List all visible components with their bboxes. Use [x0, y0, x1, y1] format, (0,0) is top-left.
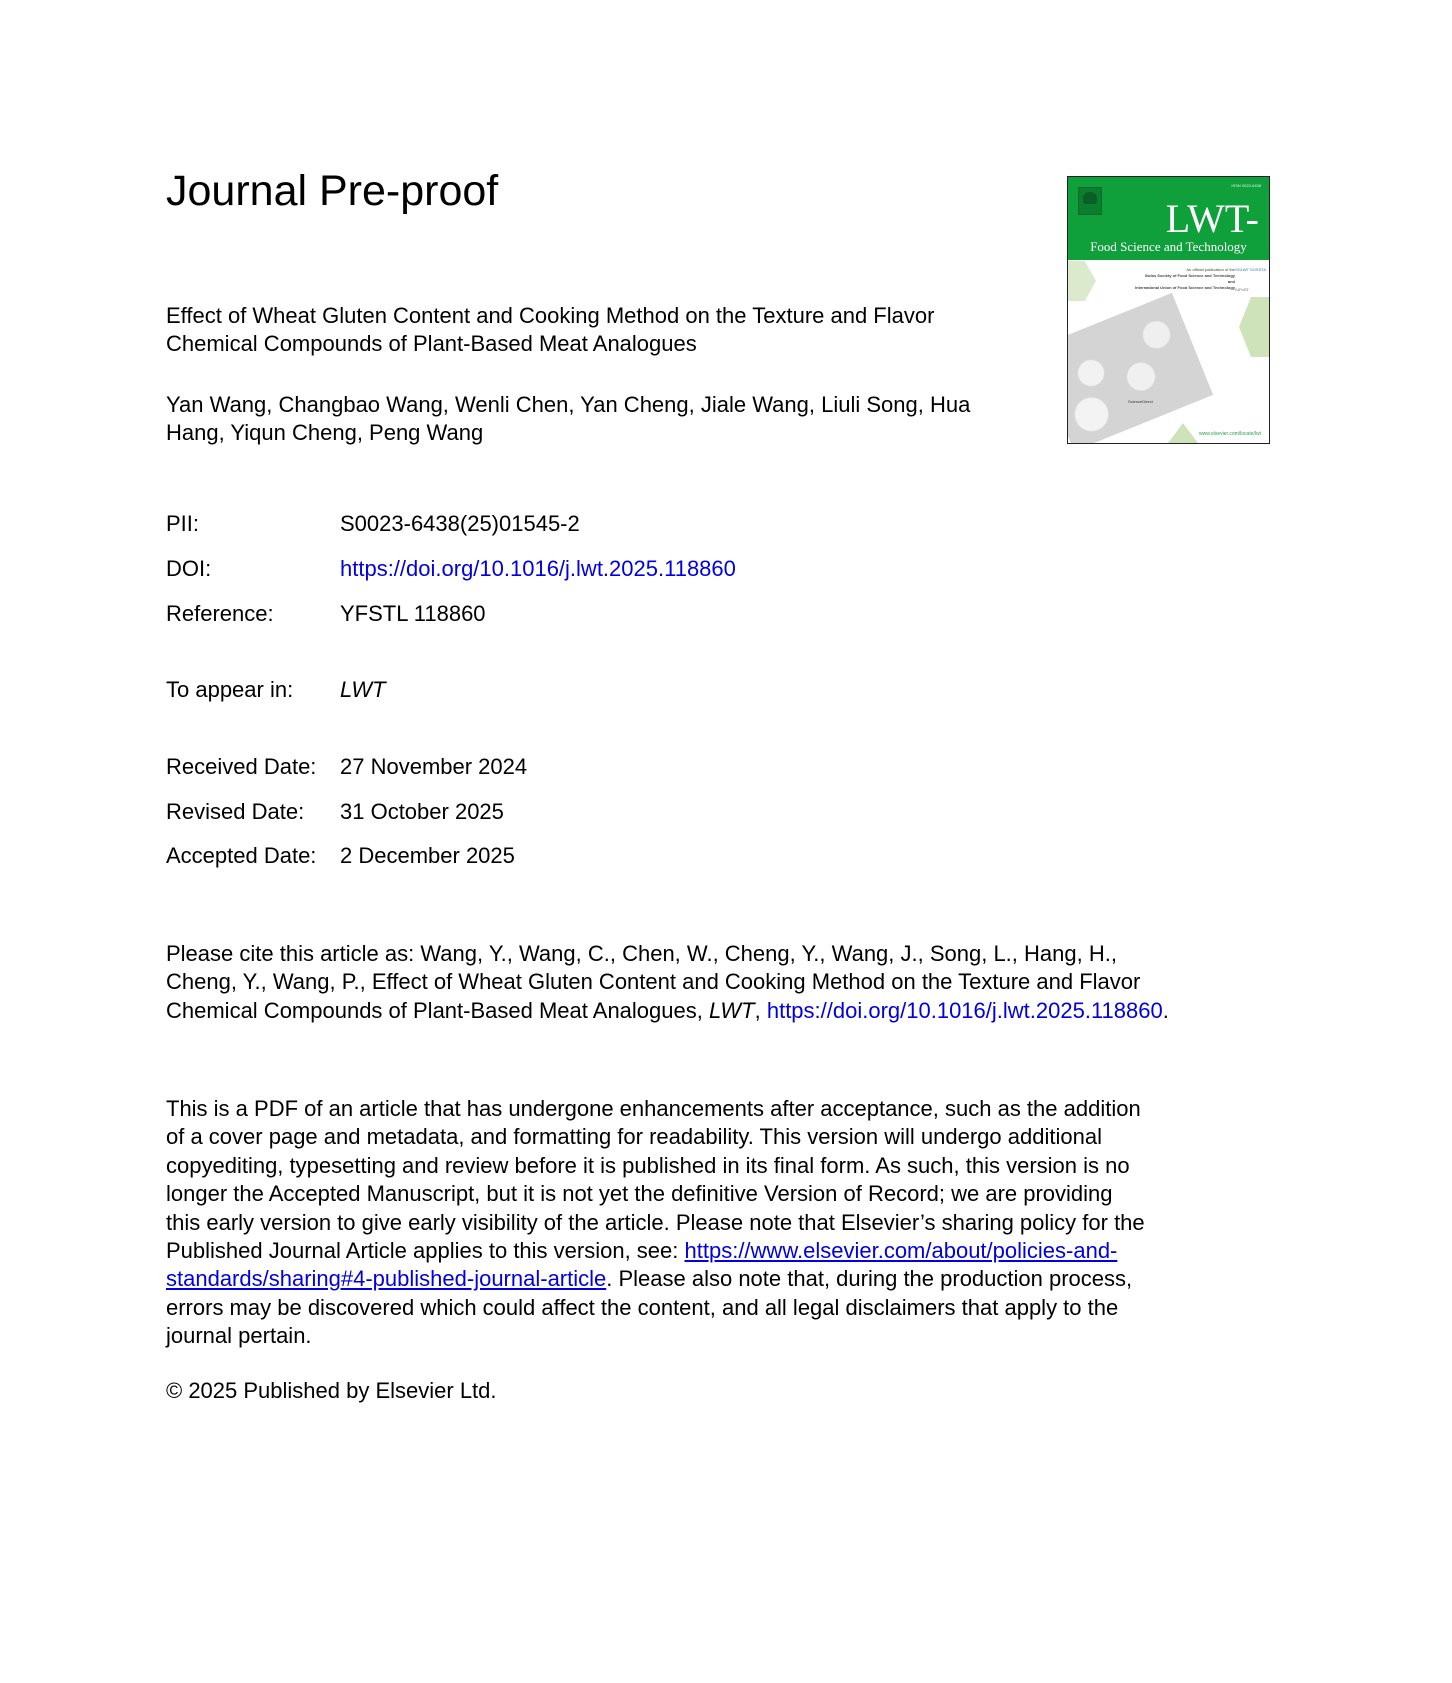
- sosta-logo-icon: SGLWT SOSSTA: [1235, 267, 1266, 272]
- to-appear-in-label: To appear in:: [166, 677, 294, 702]
- cover-hexagon-decoration: [1168, 423, 1198, 443]
- article-title-line: Effect of Wheat Gluten Content and Cooking Method on the Texture and Flavor: [166, 303, 935, 328]
- disclaimer-line: this early version to give early visibility of the article. Please note that Elsevier’s sharing policy for the: [166, 1209, 1145, 1235]
- copyright-notice: © 2025 Published by Elsevier Ltd.: [166, 1378, 497, 1403]
- disclaimer-line: copyediting, typesetting and review before it is published in its final form. As such, this version is no: [166, 1152, 1130, 1178]
- cover-hexagon-decoration: [1239, 297, 1269, 357]
- cover-society-2: International Union of Food Science and Technology: [1135, 285, 1235, 290]
- reference-value: YFSTL 118860: [340, 601, 486, 626]
- received-date-value: 27 November 2024: [340, 754, 528, 779]
- cover-official-publication: [1135, 267, 1235, 291]
- reference-label: Reference:: [166, 601, 274, 626]
- citation-paragraph: [166, 940, 1266, 1025]
- disclaimer-line: longer the Accepted Manuscript, but it is not yet the definitive Version of Record; we are providing: [166, 1181, 1113, 1207]
- iufost-logo-icon: IUFoST: [1235, 287, 1249, 292]
- revised-date-value: 31 October 2025: [340, 799, 504, 824]
- cover-sciencedirect: ScienceDirect: [1128, 399, 1153, 404]
- pii-label: PII:: [166, 511, 200, 536]
- cover-and: and: [1227, 279, 1235, 284]
- citation-line: Please cite this article as: Wang, Y., Wang, C., Chen, W., Cheng, Y., Wang, J., Song, L., Hang, H.,: [166, 941, 1117, 966]
- cover-food-photo: [1067, 293, 1213, 444]
- received-date-label: Received Date:: [166, 754, 317, 779]
- disclaimer-line: [166, 1265, 1266, 1293]
- citation-doi-link[interactable]: https://doi.org/10.1016/j.lwt.2025.118860: [766, 997, 1163, 1023]
- citation-line: [166, 997, 1266, 1025]
- sharing-policy-link-continued[interactable]: standards/sharing#4-published-journal-article: [166, 1266, 607, 1292]
- disclaimer-paragraph: [166, 1095, 1266, 1351]
- journal-pre-proof-heading: Journal Pre-proof: [166, 167, 499, 215]
- journal-cover-image: [1067, 176, 1270, 444]
- disclaimer-line: of a cover page and metadata, and formatting for readability. This version will undergo additional: [166, 1124, 1102, 1150]
- elsevier-tree-logo-icon: [1078, 187, 1102, 215]
- pii-value: S0023-6438(25)01545-2: [340, 511, 580, 536]
- revised-date-label: Revised Date:: [166, 799, 305, 824]
- disclaimer-line: errors may be discovered which could affect the content, and all legal disclaimers that apply to the: [166, 1294, 1119, 1320]
- citation-line: Cheng, Y., Wang, P., Effect of Wheat Gluten Content and Cooking Method on the Texture and Flavor: [166, 969, 1141, 995]
- cover-official-intro: An official publication of the: [1186, 267, 1235, 272]
- doi-label: DOI:: [166, 556, 212, 581]
- author-line: Hang, Yiqun Cheng, Peng Wang: [166, 420, 484, 445]
- author-list: [166, 391, 970, 447]
- citation-text: Chemical Compounds of Plant-Based Meat Analogues,: [166, 997, 709, 1023]
- article-title: [166, 302, 934, 358]
- cover-journal-short-title: LWT-: [1165, 196, 1259, 241]
- author-line: Yan Wang, Changbao Wang, Wenli Chen, Yan Cheng, Jiale Wang, Liuli Song, Hua: [166, 392, 971, 417]
- cover-url: www.elsevier.com/locate/lwt: [1199, 431, 1261, 437]
- cover-journal-subtitle: Food Science and Technology: [1090, 239, 1247, 254]
- to-appear-in-value: LWT: [340, 677, 386, 702]
- doi-link[interactable]: https://doi.org/10.1016/j.lwt.2025.118860: [340, 556, 736, 581]
- sharing-policy-link[interactable]: https://www.elsevier.com/about/policies-and-: [684, 1238, 1118, 1264]
- disclaimer-line: This is a PDF of an article that has undergone enhancements after acceptance, such as the addition: [166, 1096, 1141, 1121]
- citation-journal: LWT: [708, 997, 755, 1023]
- cover-issn: ISSN 0023-6438: [1231, 183, 1261, 188]
- article-title-line: Chemical Compounds of Plant-Based Meat Analogues: [166, 331, 697, 356]
- cover-hexagon-decoration: [1068, 261, 1096, 301]
- citation-period: .: [1162, 997, 1169, 1023]
- citation-separator: ,: [754, 997, 767, 1023]
- accepted-date-label: Accepted Date:: [166, 843, 317, 868]
- disclaimer-line: [166, 1237, 1266, 1265]
- disclaimer-text: Published Journal Article applies to this version, see:: [166, 1238, 685, 1264]
- disclaimer-text: . Please also note that, during the production process,: [606, 1266, 1133, 1292]
- accepted-date-value: 2 December 2025: [340, 843, 515, 868]
- disclaimer-line: journal pertain.: [166, 1323, 312, 1349]
- cover-society-1: Swiss Society of Food Science and Technology: [1144, 273, 1235, 278]
